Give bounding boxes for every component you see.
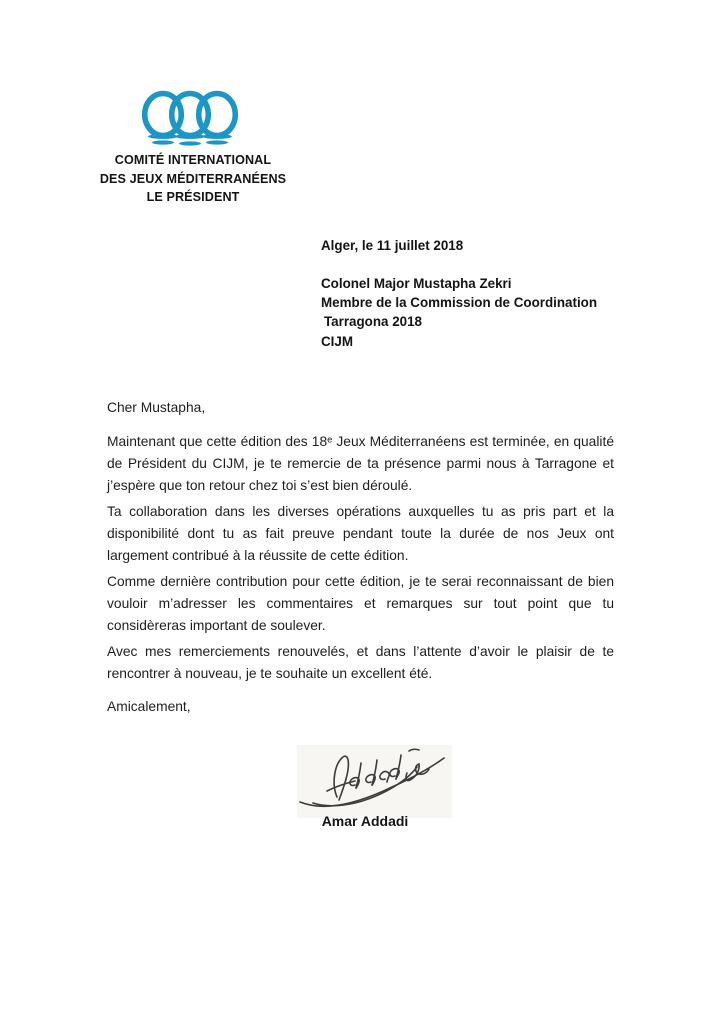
recipient-org: CIJM — [321, 333, 353, 349]
org-title-line: LE PRÉSIDENT — [146, 190, 240, 205]
letterhead — [93, 151, 293, 207]
org-name-line2: DES JEUX MÉDITERRANÉENS — [99, 171, 287, 186]
recipient-block — [321, 274, 597, 351]
recipient-event: Tarragona 2018 — [324, 314, 422, 330]
recipient-role: Membre de la Commission de Coordination — [321, 295, 598, 311]
signer-name: Amar Addadi — [321, 813, 409, 829]
cijm-rings-logo — [140, 90, 240, 148]
paragraph: Maintenant que cette édition des 18ᵉ Jeux Méditerranéens est terminée, en qualité de Président du CIJM, je te remercie de ta présence parmi nous à Tarragone et j’espère que ton retour chez toi s’est bien déroulé. — [107, 434, 614, 493]
org-name-line1: COMITÉ INTERNATIONAL — [114, 153, 272, 167]
signature-scribble — [297, 745, 452, 818]
signature-image — [297, 745, 452, 818]
dateline: Alger, le 11 juillet 2018 — [321, 238, 464, 253]
recipient-name: Colonel Major Mustapha Zekri — [321, 276, 512, 291]
paragraph: Avec mes remerciements renouvelés, et dans l’attente d’avoir le plaisir de te rencontrer à nouveau, je te souhaite un excellent été. — [107, 644, 614, 681]
logo — [140, 90, 240, 148]
paragraph: Ta collaboration dans les diverses opérations auxquelles tu as pris part et la disponibilité dont tu as fait preuve pendant toute la durée de nos Jeux ont largement contribué à la réussite de cette édition. — [107, 504, 614, 563]
salutation: Cher Mustapha, — [107, 400, 206, 415]
closing: Amicalement, — [107, 699, 191, 714]
paragraph: Comme dernière contribution pour cette édition, je te serai reconnaissant de bien vouloir m’adresser les commentaires et remarques sur tout point que tu considèreras important de soulever. — [107, 574, 614, 633]
